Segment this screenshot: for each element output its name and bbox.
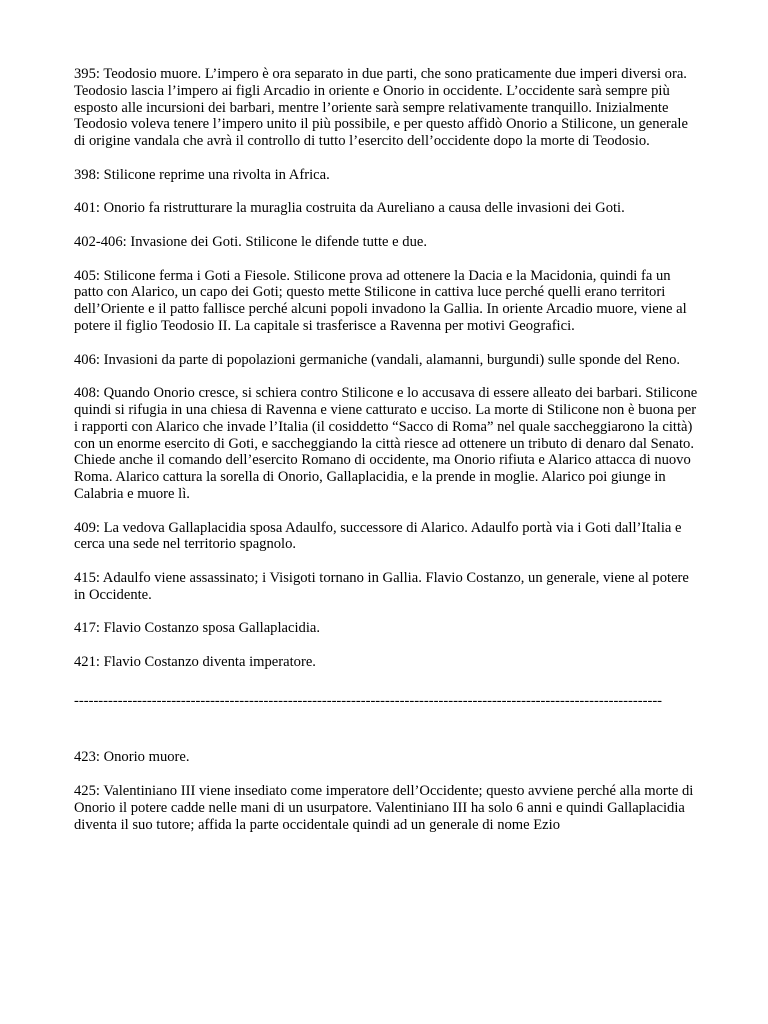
paragraph-406: 406: Invasioni da parte di popolazioni germaniche (vandali, alamanni, burgundi) sulle sponde del Reno. [74, 351, 681, 368]
paragraph-405: 405: Stilicone ferma i Goti a Fiesole. Stilicone prova ad ottenere la Dacia e la Macidonia, quindi fa un patto con Alarico, un capo dei Goti; questo mette Stilicone in cattiva luce perché quelli erano territori dell’Oriente e il patto fallisce perché alcuni popoli invadono la Gallia. In oriente Arcadio muore, viene al potere il figlio Teodosio II. La capitale si trasferisce a Ravenna per motivi Geografici. [74, 267, 687, 334]
paragraph-401: 401: Onorio fa ristrutturare la muraglia costruita da Aureliano a causa delle invasioni dei Goti. [74, 200, 625, 217]
paragraph-425: 425: Valentiniano III viene insediato come imperatore dell’Occidente; questo avviene perché alla morte di Onorio il potere cadde nelle mani di un usurpatore. Valentiniano III ha solo 6 anni e quindi Gallaplacidia diventa il suo tutore; affida la parte occidentale quindi ad un generale di nome Ezio [74, 783, 694, 833]
paragraph-421: 421: Flavio Costanzo diventa imperatore. [74, 653, 316, 670]
paragraph-409: 409: La vedova Gallaplacidia sposa Adaulfo, successore di Alarico. Adaulfo portà via i Goti dall’Italia e cerca una sede nel territorio spagnolo. [74, 519, 682, 553]
paragraph-423: 423: Onorio muore. [74, 749, 190, 766]
paragraph-395: 395: Teodosio muore. L’impero è ora separato in due parti, che sono praticamente due imperi diversi ora. Teodosio lascia l’impero ai figli Arcadio in oriente e Onorio in occidente. L’occidente sarà sempre più esposto alle incursioni dei barbari, mentre l’oriente sarà sempre relativamente tranquillo. Inizialmente Teodosio voleva tenere l’impero unito il più possibile, e per questo affidò Onorio a Stilicone, un generale di origine vandala che avrà il controllo di tutto l’esercito dell’occidente dopo la morte di Teodosio. [74, 66, 688, 150]
paragraph-415: 415: Adaulfo viene assassinato; i Visigoti tornano in Gallia. Flavio Costanzo, un generale, viene al potere in Occidente. [74, 569, 689, 603]
paragraph-408: 408: Quando Onorio cresce, si schiera contro Stilicone e lo accusava di essere alleato dei barbari. Stilicone quindi si rifugia in una chiesa di Ravenna e viene catturato e ucciso. La morte di Stilicone non è buona per i rapporti con Alarico che invade l’Italia (il cosiddetto “Sacco di Roma” nel quale saccheggiarono la città) con un enorme esercito di Goti, e saccheggiando la città riesce ad ottenere un tributo di denaro dal Senato. Chiede anche il comando dell’esercito Romano di occidente, ma Onorio rifiuta e Alarico attacca di nuovo Roma. Alarico cattura la sorella di Onorio, Gallaplacidia, e la prende in moglie. Alarico poi giunge in Calabria e muore lì. [74, 385, 698, 502]
section-divider: ------------------------------------------------------------------------------------------------------------------------- [74, 692, 663, 709]
paragraph-398: 398: Stilicone reprime una rivolta in Africa. [74, 166, 330, 183]
document-page [74, 66, 698, 850]
paragraph-402-406: 402-406: Invasione dei Goti. Stilicone le difende tutte e due. [74, 233, 428, 250]
paragraph-417: 417: Flavio Costanzo sposa Gallaplacidia. [74, 620, 321, 637]
